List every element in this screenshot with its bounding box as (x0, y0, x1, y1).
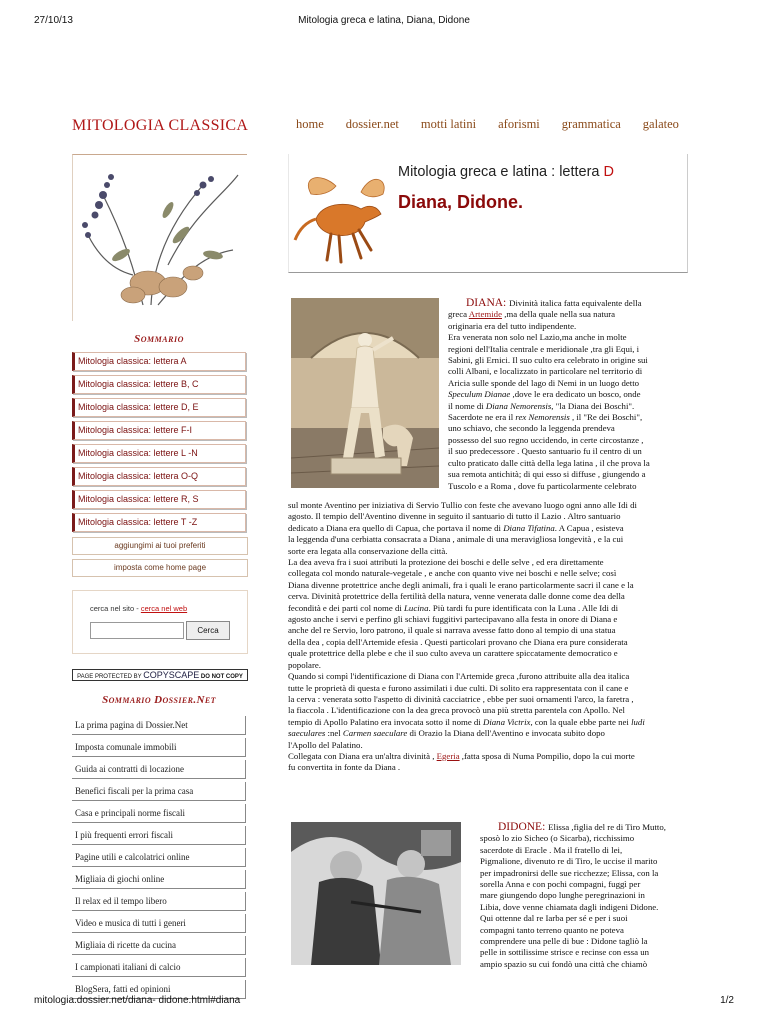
italic-term: Diana Nemorensis (485, 400, 552, 411)
dossier-link[interactable]: Casa e principali norme fiscali (72, 804, 246, 823)
dossier-link[interactable]: I campionati italiani di calcio (72, 958, 246, 977)
dossier-link[interactable]: Migliaia di ricette da cucina (72, 936, 246, 955)
article-line (480, 936, 690, 947)
line-text: per impadronirsi delle sue ricchezze; Elissa, con la (480, 867, 659, 878)
dossier-link[interactable]: Migliaia di giochi online (72, 870, 246, 889)
line-text: della dea , copia dell'Artemide efesia . Questi particolari provano che Diana era pure considerata (288, 636, 628, 647)
line-text: Pigmalione, divenuto re di Tiro, le uccise il marito (480, 856, 658, 867)
line-text: colli Albani, e localizzato in particolare nel territorio di (448, 366, 643, 377)
article-line (448, 298, 688, 309)
dossier-link[interactable]: I più frequenti errori fiscali (72, 826, 246, 845)
article-line (288, 511, 688, 522)
nav-motti-latini[interactable]: motti latini (420, 117, 477, 131)
sommario-dossier-list (72, 716, 246, 1002)
line-text: il suo predecessore . Questo santuario fu il centro di un (448, 446, 642, 457)
line-text: quale protettrice della plebe e che il suo culto aveva un carattere spiccatamente democratico e (288, 648, 618, 659)
article-line (480, 833, 690, 844)
sommario-dossier-title: Sommario Dossier.Net (102, 694, 216, 706)
sommario-title: Sommario (134, 333, 184, 345)
article-line (448, 389, 688, 400)
article-line (288, 762, 688, 773)
article-line (448, 344, 688, 355)
article-line (288, 740, 688, 751)
dossier-link[interactable]: BlogSera, fatti ed opinioni (72, 980, 246, 999)
nav-aforismi[interactable]: aforismi (498, 117, 540, 131)
line-text: regioni dell'Italia centrale e meridionale ,tra gli Equi, i (448, 343, 640, 354)
search-label (90, 604, 187, 613)
print-url: mitologia.dossier.net/diana- didone.html#diana (34, 995, 241, 1006)
dossier-link[interactable]: Imposta comunale immobili (72, 738, 246, 757)
article-line (288, 557, 688, 568)
main-subtitle (398, 164, 614, 180)
line-text: sorte era legata alla conservazione della città. (288, 545, 448, 556)
article-line (288, 500, 688, 511)
line-text: la cerva : venerata sotto l'aspetto di divinità cacciatrice , ebbe per suoi ornamenti l'arco, la faretra , (288, 693, 634, 704)
line-text: ,ma della quale nella sua natura (502, 309, 616, 320)
line-text: fu convertita in fonte da Diana . (288, 762, 401, 773)
line-text: collegata col mondo naturale-vegetale , e anche con quanto vive nei boschi e nelle selve; così (288, 568, 617, 579)
article-line (288, 660, 688, 671)
sommario-item-f-i[interactable]: Mitologia classica: lettere F-I (72, 421, 246, 440)
line-text: Tuscolo e a Roma , dove fu particolarmente celebrato (448, 480, 637, 491)
article-line (448, 355, 688, 366)
article-line (288, 546, 688, 557)
line-text: Aricia sulle sponde del lago di Nemi in un luogo detto (448, 377, 640, 388)
didone-heading: DIDONE: (498, 821, 549, 833)
line-text: ,fatta sposa di Numa Pompilio, dopo la cui morte (459, 750, 635, 761)
article-line (448, 481, 688, 492)
article-line (448, 366, 688, 377)
line-text: sposò lo zio Sicheo (o Sicarba), ricchissimo (480, 833, 635, 844)
article-line (448, 446, 688, 457)
line-text: agosto. Il tempio dell'Aventino divenne in seguito il santuario di tutto il Lazio . Altro santuario (288, 511, 621, 522)
copyscape-brand: COPYSCAPE (143, 670, 200, 680)
article-line (288, 717, 688, 728)
article-line (288, 534, 688, 545)
dossier-link[interactable]: La prima pagina di Dossier.Net (72, 716, 246, 735)
article-line (480, 856, 690, 867)
line-text: , "la Diana dei Boschi". (551, 400, 635, 411)
article-link[interactable]: Egeria (436, 750, 460, 761)
article-line (288, 603, 688, 614)
line-text: . Più tardi fu pure identificata con la Luna . Alle Idi di (428, 602, 619, 613)
article-line (288, 683, 688, 694)
italic-term: saeculares (288, 728, 326, 739)
diana-text-full (288, 500, 688, 774)
italic-term: Lucina (404, 602, 429, 613)
line-text: dedicato a Diana era quello di Capua, che portava il nome di (288, 522, 504, 533)
sommario-item-o-q[interactable]: Mitologia classica: lettera O-Q (72, 467, 246, 486)
article-line (480, 845, 690, 856)
article-line (448, 321, 688, 332)
sommario-item-l-n[interactable]: Mitologia classica: lettere L -N (72, 444, 246, 463)
search-button[interactable]: Cerca (186, 621, 230, 640)
top-navigation (296, 117, 701, 132)
article-line (288, 705, 688, 716)
line-text: ,dove le era dedicato un bosco, onde (510, 389, 641, 400)
article-line (448, 469, 688, 480)
line-text: , il "Re dei Boschi", (569, 412, 643, 423)
article-line (480, 925, 690, 936)
didone-painting-image (291, 822, 461, 965)
diana-text-narrow (448, 298, 688, 492)
article-line (448, 435, 688, 446)
dossier-link[interactable]: Guida ai contratti di locazione (72, 760, 246, 779)
print-title: Mitologia greca e latina, Diana, Didone (298, 15, 470, 26)
article-line (480, 890, 690, 901)
line-text: tempio di Apollo Palatino era invocata sotto il nome di (288, 716, 483, 727)
line-text: fecondità e dei parti col nome di (288, 602, 405, 613)
line-text: originaria era del tutto indipendente. (448, 320, 577, 331)
article-line (480, 947, 690, 958)
article-line (448, 378, 688, 389)
line-text: mare giungendo dopo lunghe peregrinazioni in (480, 890, 645, 901)
line-text: Libia, dove venne chiamata dagli indigeni Didone. (480, 901, 659, 912)
article-line (288, 568, 688, 579)
article-line (288, 625, 688, 636)
set-homepage-button[interactable]: imposta come home page (72, 559, 248, 577)
floral-decoration-box (72, 154, 247, 321)
main-subtitle-letter: D (603, 164, 615, 180)
line-text: di Orazio la Diana dell'Aventino e invocata subito dopo (407, 728, 605, 739)
line-text: tutte le proprietà di questa e furono assimilati i due culti. Di solito era rappresentata con il cane e (288, 682, 629, 693)
article-line (448, 401, 688, 412)
dossier-link[interactable]: Il relax ed il tempo libero (72, 892, 246, 911)
line-text: anche del re Servio, loro patrono, il quale si narrava avesse fatto dono al tempio di una statua (288, 625, 616, 636)
article-line (288, 671, 688, 682)
article-line (480, 913, 690, 924)
copyscape-suffix: DO NOT COPY (200, 674, 243, 680)
line-text: culto praticato dalle città della lega latina , il che prova la (448, 457, 650, 468)
line-text: l'Apollo del Palatino. (288, 739, 363, 750)
line-text: . A Capua , esisteva (554, 522, 624, 533)
sommario-item-t-z[interactable]: Mitologia classica: lettere T -Z (72, 513, 246, 532)
article-line (288, 614, 688, 625)
nav-galateo[interactable]: galateo (642, 117, 679, 131)
italic-term: ludi (631, 716, 645, 727)
main-subtitle-text: Mitologia greca e latina : lettera (398, 164, 604, 180)
article-line (480, 879, 690, 890)
line-text: sul monte Aventino per iniziativa di Servio Tullio con feste che avevano luogo ogni anno alle Idi di (288, 500, 637, 510)
article-line (448, 423, 688, 434)
add-to-favorites-button[interactable]: aggiungimi ai tuoi preferiti (72, 537, 248, 555)
diana-heading: DIANA: (466, 297, 510, 309)
article-line (288, 728, 688, 739)
print-page-number: 1/2 (720, 995, 734, 1006)
article-line (448, 332, 688, 343)
italic-term: rex Nemorensis (515, 412, 570, 423)
italic-term: Diana Tifatina (503, 522, 555, 533)
italic-term: Diana Victrix (482, 716, 531, 727)
search-web-link[interactable]: cerca nel web (140, 604, 188, 613)
sommario-list (72, 352, 246, 536)
italic-term: Speculum Dianae (448, 389, 511, 400)
article-line (288, 637, 688, 648)
dossier-link[interactable]: Pagine utili e calcolatrici online (72, 848, 246, 867)
line-text: , con la quale ebbe parte nei (530, 716, 632, 727)
sommario-item-a[interactable]: Mitologia classica: lettera A (72, 352, 246, 371)
dossier-link[interactable]: Benefici fiscali per la prima casa (72, 782, 246, 801)
line-text: greca (448, 309, 469, 320)
article-line (288, 648, 688, 659)
line-text: Elissa ,figlia del re di Tiro Mutto, (548, 822, 666, 832)
italic-term: Carmen saeculare (342, 728, 408, 739)
line-text: cerva. Divinità protettrice della fertilità della natura, venne venerata dalle donne come dea della (288, 591, 625, 602)
line-text: comprendere una pelle di bue : Didone tagliò la (480, 936, 648, 947)
line-text: la leggenda d'una cerbiatta consacrata a Diana , animale di una meravigliosa longevità , e la cui (288, 534, 624, 545)
sommario-item-b-c[interactable]: Mitologia classica: lettere B, C (72, 375, 246, 394)
didone-text (480, 822, 690, 970)
line-text: Divinità italica fatta equivalente della (509, 298, 642, 308)
line-text: La dea aveva fra i suoi attributi la protezione dei boschi e delle selve , ed era direttamente (288, 557, 604, 568)
nav-grammatica[interactable]: grammatica (561, 117, 621, 131)
article-line (288, 694, 688, 705)
line-text: compagni tanto terreno quanto ne poteva (480, 924, 624, 935)
line-text: uno schiavo, che secondo la leggenda prendeva (448, 423, 615, 434)
diana-statue-image (291, 298, 439, 488)
line-text: Sacerdote ne era il (448, 412, 516, 423)
nav-home[interactable]: home (296, 117, 324, 131)
article-line (288, 591, 688, 602)
dossier-link[interactable]: Video e musica di tutti i generi (72, 914, 246, 933)
article-line (480, 822, 690, 833)
copyscape-prefix: PAGE PROTECTED BY (77, 674, 142, 680)
line-text: Quando si compì l'identificazione di Diana con l'Artemide greca ,furono attribuite alla dea italica (288, 671, 630, 682)
copyscape-badge[interactable] (72, 669, 248, 681)
line-text: pelle in sottilissime strisce e recinse con essa un (480, 947, 650, 958)
article-line (448, 412, 688, 423)
article-line (288, 580, 688, 591)
line-text: il nome di (448, 400, 486, 411)
article-line (288, 523, 688, 534)
article-line (480, 868, 690, 879)
line-text: Diana divenne protettrice anche degli animali, fra i quali le erano particolarmente sacri il cane e la (288, 579, 634, 590)
line-text: Collegata con Diana era un'altra divinità , (288, 750, 437, 761)
nav-dossier[interactable]: dossier.net (345, 117, 399, 131)
sommario-item-d-e[interactable]: Mitologia classica: lettere D, E (72, 398, 246, 417)
print-date: 27/10/13 (34, 15, 73, 26)
floral-ornament-icon (73, 155, 247, 321)
site-title[interactable]: MITOLOGIA CLASSICA (72, 117, 249, 134)
article-link[interactable]: Artemide (468, 309, 502, 320)
line-text: :nel (325, 728, 343, 739)
article-line (480, 959, 690, 970)
line-text: possesso del suo regno uccidendo, in certe circostanze , (448, 434, 644, 445)
main-title: Diana, Didone. (398, 192, 524, 212)
line-text: Qui ottenne dal re Iarba per sé e per i suoi (480, 913, 628, 924)
article-line (448, 458, 688, 469)
line-text: la fiaccola . L'identificazione con la dea greca provocò una più stretta parentela con Apollo. Nel (288, 705, 625, 716)
sommario-item-r-s[interactable]: Mitologia classica: lettere R, S (72, 490, 246, 509)
line-text: sacerdote di Eracle . Ma il fratello di lei, (480, 844, 623, 855)
line-text: popolare. (288, 659, 321, 670)
pegasus-icon (291, 164, 391, 268)
line-text: sorella Anna e con pochi compagni, fuggì per (480, 879, 641, 890)
search-input[interactable] (90, 622, 184, 639)
article-line (288, 751, 688, 762)
line-text: agosto anche i servi e perfino gli schiavi fuggitivi partecipavano alla festa in onore di Diana e (288, 614, 618, 625)
line-text: Era venerata non solo nel Lazio,ma anche in molte (448, 332, 627, 343)
line-text: Sabini, gli Ernici. Il suo culto era celebrato in origine sui (448, 355, 648, 366)
line-text: ampio spazio su cui fondò una città che chiamò (480, 958, 648, 969)
line-text: sua remota antichità; di qui esso si diffuse , giungendo a (448, 469, 646, 480)
article-line (448, 309, 688, 320)
search-label-text: cerca nel sito - (90, 604, 141, 613)
article-line (480, 902, 690, 913)
